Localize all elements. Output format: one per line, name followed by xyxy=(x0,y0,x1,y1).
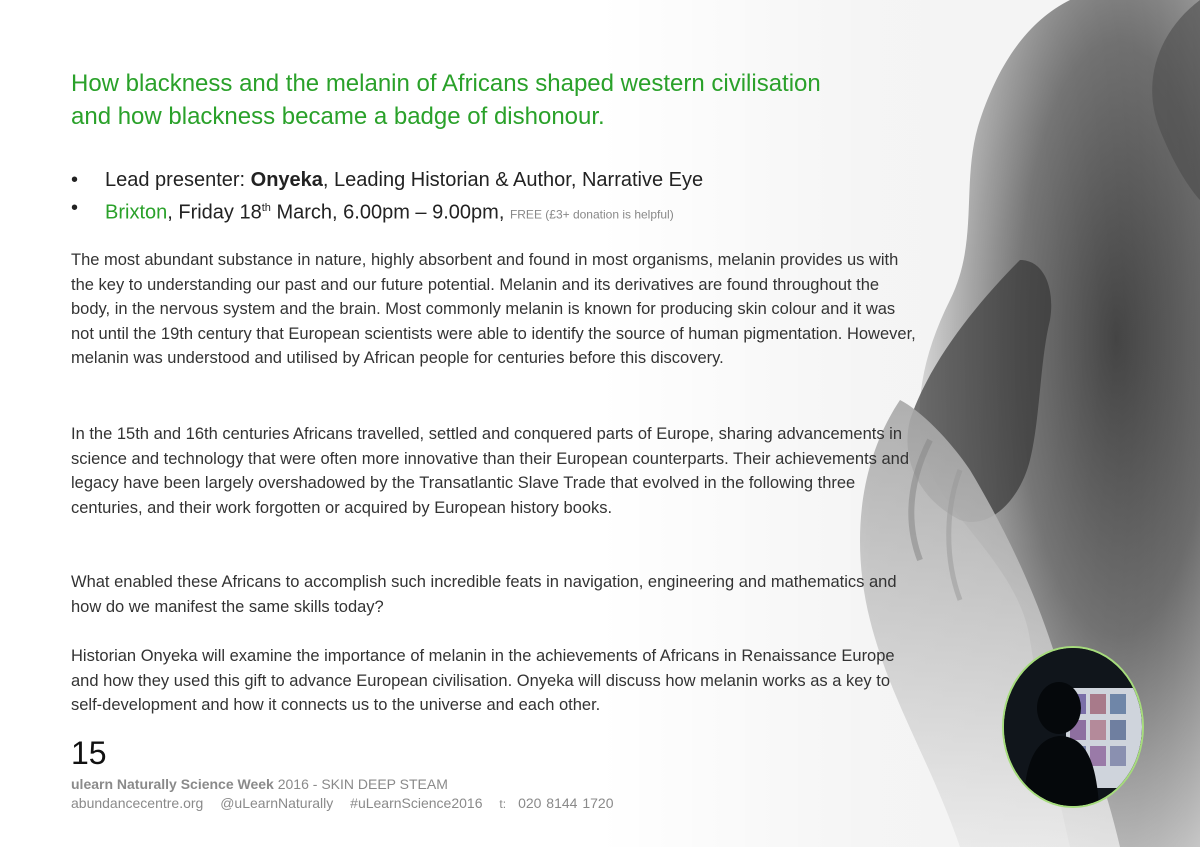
footer-tel-label: t: xyxy=(499,797,507,811)
footer-twitter-handle[interactable]: @uLearnNaturally xyxy=(220,795,334,811)
footer-contact-line xyxy=(71,795,626,811)
presenter-silhouette-icon xyxy=(1004,648,1142,806)
event-location: Brixton xyxy=(105,201,168,224)
headline xyxy=(71,67,931,133)
event-date-suffix: th xyxy=(261,202,271,214)
bullet-icon: • xyxy=(71,197,79,219)
footer-event-name: ulearn Naturally Science Week xyxy=(71,776,274,792)
paragraph-question: What enabled these Africans to accomplish such incredible feats in navigation, engineering and mathematics and how do we manifest the same skills today? xyxy=(71,573,897,616)
page-number: 15 xyxy=(71,735,107,771)
footer-hashtag[interactable]: #uLearnScience2016 xyxy=(350,795,483,811)
event-details-list xyxy=(71,166,931,229)
paragraph-melanin-intro: The most abundant substance in nature, highly absorbent and found in most organisms, melanin provides us with the key to understanding our past and our future potential. Melanin and its derivatives are found throughout the body, in the nervous system and the brain. Most commonly melanin is known for producing skin colour and it was not until the 19th century that European scientists were able to identify the source of human pigmentation. However, melanin was understood and utilised by African people for centuries before this discovery. xyxy=(71,251,916,367)
paragraph-history: In the 15th and 16th centuries Africans travelled, settled and conquered parts of Europe, sharing advancements in science and technology that were often more innovative than their European counterparts. Their achievements and legacy have been largely overshadowed by the Transatlantic Slave Trade that evolved in the following three centuries, and their work forgotten or acquired by European history books. xyxy=(71,425,910,517)
event-date: , Friday 18 xyxy=(167,201,262,224)
headline-line-1: How blackness and the melanin of Africans shaped western civilisation xyxy=(71,70,821,97)
footer-website-link[interactable]: abundancecentre.org xyxy=(71,795,204,811)
event-time-bullet xyxy=(71,194,931,229)
footer-telephone: 020 8144 1720 xyxy=(518,795,614,811)
presenter-name: Onyeka xyxy=(250,169,323,191)
footer-event-subtitle: 2016 - SKIN DEEP STEAM xyxy=(273,776,448,792)
presenter-prefix: Lead presenter: xyxy=(105,169,251,191)
presenter-inset-photo xyxy=(1002,646,1144,808)
presenter-bullet xyxy=(71,166,931,194)
presenter-role: , Leading Historian & Author, Narrative Eye xyxy=(322,169,704,191)
paragraph-session: Historian Onyeka will examine the importance of melanin in the achievements of Africans in Renaissance Europe and how they used this gift to advance European civilisation. Onyeka will discuss how melanin works as a key to self-development and how it connects us to the universe and each other. xyxy=(71,647,895,714)
bullet-icon: • xyxy=(71,169,79,191)
event-fee: FREE (£3+ donation is helpful) xyxy=(509,207,674,222)
footer-event-line xyxy=(71,776,448,792)
headline-line-2: and how blackness became a badge of dishonour. xyxy=(71,103,605,130)
event-time: March, 6.00pm – 9.00pm, xyxy=(270,201,505,224)
